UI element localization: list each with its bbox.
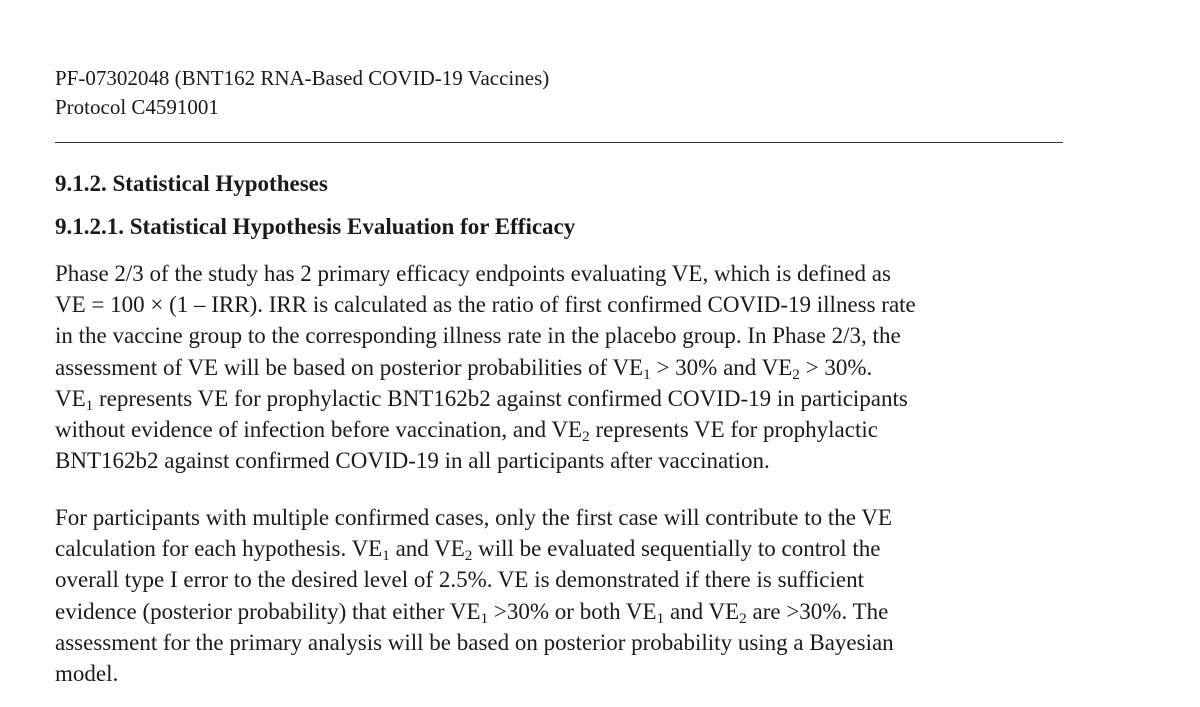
paragraph-line	[55, 383, 916, 414]
subsection-heading: 9.1.2.1. Statistical Hypothesis Evaluation for Efficacy	[55, 214, 576, 239]
subscript: 1	[480, 609, 489, 627]
text-span: > 30%.	[799, 354, 873, 380]
header-divider	[55, 142, 1063, 143]
text-span: represents VE for prophylactic	[589, 417, 878, 443]
section-heading: 9.1.2. Statistical Hypotheses	[55, 171, 328, 196]
text-span: calculation for each hypothesis. VE	[55, 536, 383, 562]
text-span: and VE	[664, 598, 740, 624]
paragraph-line: VE = 100 × (1 – IRR). IRR is calculated as the ratio of first confirmed COVID-19 illness rate	[55, 292, 916, 318]
paragraph-line: overall type I error to the desired level of 2.5%. VE is demonstrated if there is sufficient	[55, 567, 865, 593]
paragraph-line: BNT162b2 against confirmed COVID-19 in all participants after vaccination.	[55, 448, 770, 474]
paragraph-line: in the vaccine group to the corresponding illness rate in the placebo group. In Phase 2/3, the	[55, 323, 901, 349]
paragraph-line: For participants with multiple confirmed cases, only the first case will contribute to the VE	[55, 505, 892, 530]
text-span: evidence (posterior probability) that either VE	[55, 598, 481, 624]
paragraph-line	[55, 352, 916, 383]
paragraph-line	[55, 596, 894, 627]
subscript: 2	[464, 546, 473, 564]
text-span: VE	[55, 385, 86, 411]
subscript: 2	[739, 609, 747, 627]
protocol-number: Protocol C4591001	[55, 95, 219, 119]
text-span: and VE	[389, 536, 465, 562]
paragraph-line: assessment for the primary analysis will be based on posterior probability using a Bayesian	[55, 629, 894, 655]
paragraph-line: Phase 2/3 of the study has 2 primary efficacy endpoints evaluating VE, which is defined as	[55, 261, 891, 286]
text-span: >30% or both VE	[488, 598, 657, 624]
text-span: assessment of VE will be based on posterior probabilities of VE	[55, 354, 644, 380]
document-header	[55, 64, 549, 122]
product-title: PF-07302048 (BNT162 RNA-Based COVID-19 Vaccines)	[55, 66, 550, 90]
subscript: 2	[582, 427, 590, 445]
subscript: 1	[643, 365, 651, 383]
paragraph-efficacy-endpoints	[55, 258, 916, 476]
paragraph-line	[55, 414, 916, 445]
paragraph-line	[55, 533, 894, 564]
text-span: without evidence of infection before vaccination, and VE	[55, 417, 583, 443]
subscript: 1	[382, 546, 390, 564]
text-span: will be evaluated sequentially to control the	[472, 536, 881, 562]
text-span: are >30%. The	[746, 598, 889, 624]
text-span: represents VE for prophylactic BNT162b2 against confirmed COVID-19 in participants	[93, 385, 908, 411]
subscript: 1	[656, 609, 665, 627]
subscript: 2	[792, 365, 800, 383]
text-span: > 30% and VE	[650, 354, 793, 380]
subscript: 1	[85, 396, 94, 414]
paragraph-evaluation-method	[55, 502, 894, 689]
paragraph-line: model.	[55, 661, 119, 687]
